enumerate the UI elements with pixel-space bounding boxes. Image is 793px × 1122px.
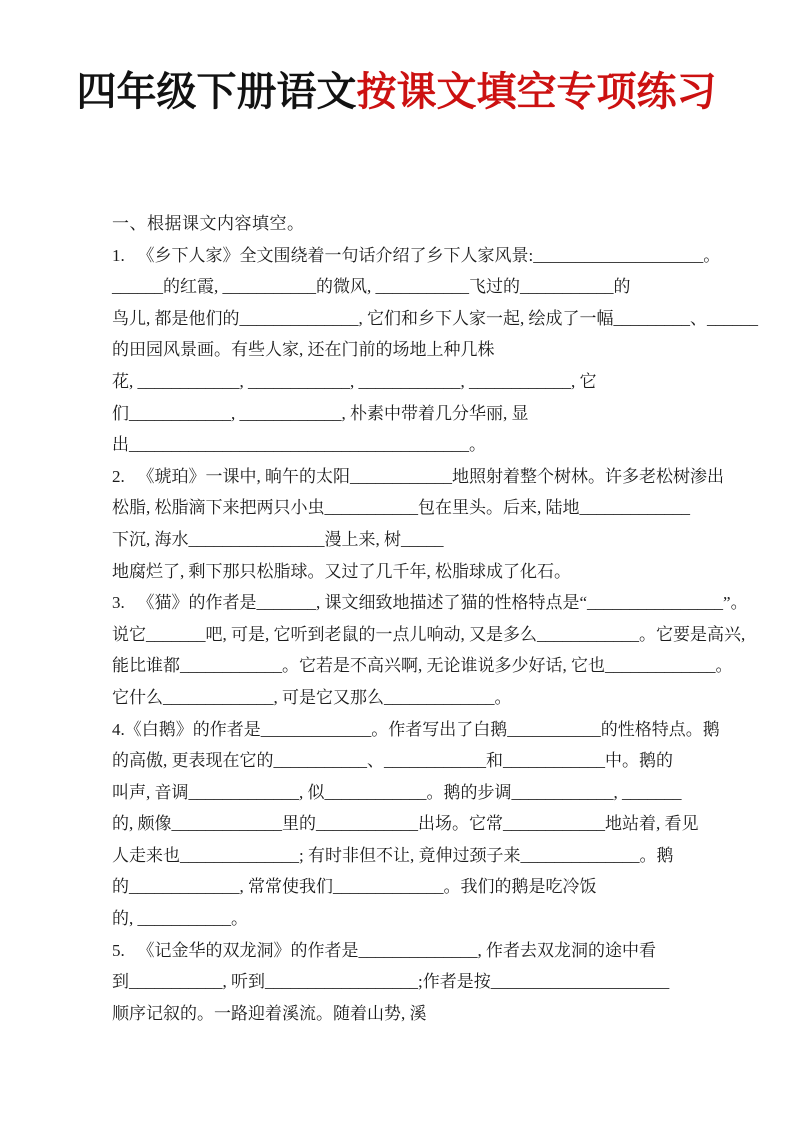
text-line: 5. 《记金华的双龙洞》的作者是______________, 作者去双龙洞的途中看 [112,940,656,960]
text-line: 的田园风景画。有些人家, 还在门前的场地上种几株 [112,340,495,360]
text-line: 松脂, 松脂滴下来把两只小虫___________包在里头。后来, 陆地_____________ [112,498,690,518]
text-line: 的_____________, 常常使我们_____________。我们的鹅是吃冷饭 [112,877,597,897]
text-line: 鸟儿, 都是他们的______________, 它们和乡下人家一起, 绘成了一幅_________、______ [112,308,758,328]
text-line: 人走来也______________; 有时非但不让, 竟伸过颈子来______________。鹅 [112,845,674,865]
text-line: 4.《白鹅》的作者是_____________。作者写出了白鹅___________的性格特点。鹅 [112,719,720,739]
text-line: 下沉, 海水________________漫上来, 树_____ [112,529,444,549]
text-line: 能比谁都____________。它若是不高兴啊, 无论谁说多少好话, 它也_____________。 [112,656,733,676]
text-line: 叫声, 音调_____________, 似____________。鹅的步调____________, _______ [112,782,682,802]
text-line: 的, 颇像_____________里的____________出场。它常____________地站着, 看见 [112,814,699,834]
text-line: 出________________________________________。 [112,435,486,455]
text-line: 它什么_____________, 可是它又那么_____________。 [112,687,512,707]
text-line: ______的红霞, ___________的微风, ___________飞过的___________的 [112,277,631,297]
worksheet-body [112,208,758,1029]
title-black-part: 四年级下册语文 [76,70,357,114]
text-line: 地腐烂了, 剩下那只松脂球。又过了几千年, 松脂球成了化石。 [112,561,571,581]
text-line: 的, ___________。 [112,909,248,929]
text-line: 2. 《琥珀》一课中, 晌午的太阳____________地照射着整个树林。许多老松树渗出 [112,466,724,486]
text-line: 说它_______吧, 可是, 它听到老鼠的一点儿响动, 又是多么____________。它要是高兴, [112,624,746,644]
page-title [0,68,793,116]
text-line: 1. 《乡下人家》全文围绕着一句话介绍了乡下人家风景:____________________。 [112,245,721,265]
text-line: 3. 《猫》的作者是_______, 课文细致地描述了猫的性格特点是“________________”。 [112,593,748,613]
title-red-part: 按课文填空专项练习 [356,70,717,114]
text-line: 的高傲, 更表现在它的___________、____________和____________中。鹅的 [112,751,673,771]
text-line: 们____________, ____________, 朴素中带着几分华丽, 显 [112,403,529,423]
text-line: 顺序记叙的。一路迎着溪流。随着山势, 溪 [112,1003,427,1023]
section-heading: 一、根据课文内容填空。 [112,214,305,233]
text-line: 花, ____________, ____________, ____________, ____________, 它 [112,371,597,391]
text-line: 到___________, 听到__________________;作者是按_____________________ [112,972,670,992]
